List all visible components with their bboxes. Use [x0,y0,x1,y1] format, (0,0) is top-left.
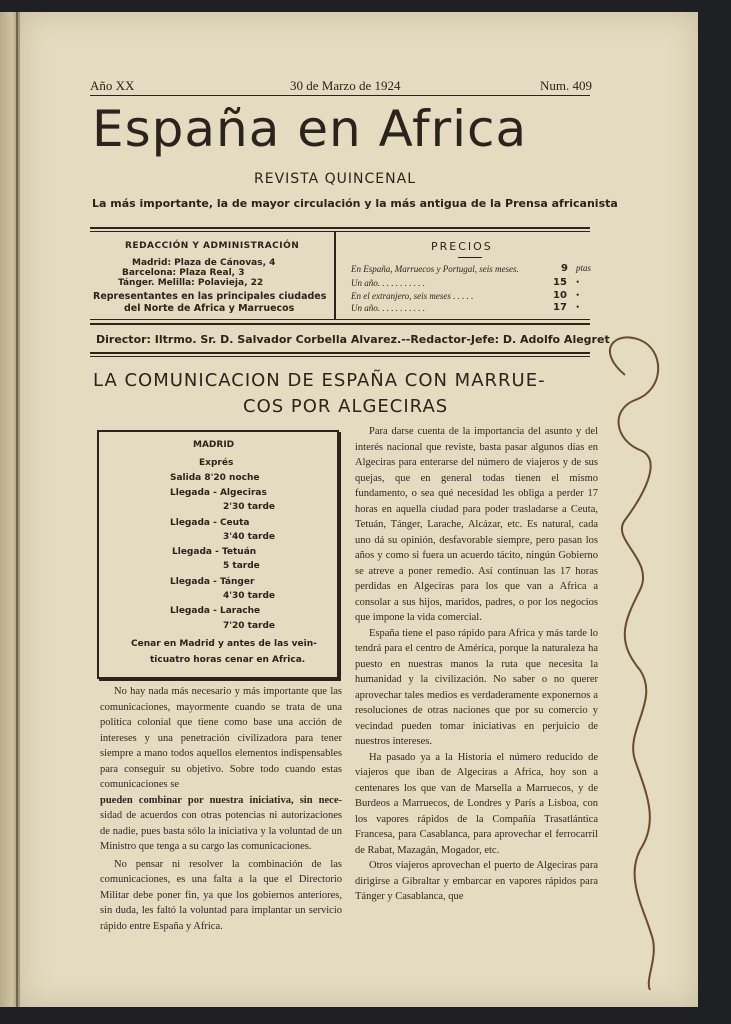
issue-date: 30 de Marzo de 1924 [290,78,401,93]
right-paragraph-3: Ha pasado ya a la Historia el número reducido de viajeros que iban de Algeciras a Africa, hoy son a centenares los que van de Marsella a Marruecos, y de Burdeos a Marruecos, de Londres y París a Lisboa, con los vapores rápidos de la Compañía Trasatlántica Francesa, para Casablanca, para aprovechar el ferrocarril de Rabat, Mazagán, Mogador, etc. [355,751,598,856]
issue-year: Año XX [90,78,135,93]
schedule-line: 2'30 tarde [223,502,276,512]
schedule-line: 5 tarde [223,561,260,571]
schedule-line: Exprés [199,458,234,468]
left-paragraph-1: No hay nada más necesario y más importante que las comunicaciones, mayormente cuando se trata de una política colonial que tiene como base una acción de intereses y una penetración civilizadora para tener siempre a mano todos aquellos elementos indispensables para conseguir su objetivo. Sobre todo cuando estas comunicaciones se [100,686,342,790]
left-column-text [100,684,342,934]
schedule-line: ticuatro horas cenar en Africa. [150,655,306,665]
admin-tanger: Tánger. Melilla: Polavieja, 22 [118,278,264,288]
prices-heading: PRECIOS [431,240,493,253]
admin-reps-line1: Representantes en las principales ciudades [93,291,327,302]
right-paragraph-2: España tiene el paso rápido para Africa y más tarde lo tendrá para el centro de América, porque la naturaleza ha puesto en nuestras manos la ruta que necesita la humanidad y la civilización. No saber o no querer aprovechar tales medios es verdaderamente exponernos a resoluciones de otras naciones que por su comercio y vecindad pueden tomar iniciativas en perjuicio de nuestros intereses. [355,627,598,747]
admin-reps-line2: del Norte de Africa y Marruecos [124,303,295,314]
schedule-line: Llegada - Algeciras [170,488,267,498]
schedule-line: Salida 8'20 noche [170,473,260,483]
header-column-divider [334,231,336,319]
price-row-amount: 9 [561,263,568,274]
schedule-line: 7'20 tarde [223,621,276,631]
left-paragraph-1b: sidad de acuerdos con otras potencias ni autorizaciones de nadie, pues basta sólo la iniciativa y la voluntad de un Ministro que tenga a su cargo las comunicaciones. [100,810,342,852]
schedule-line: Llegada - Tetuán [172,547,257,557]
prices-underline [458,257,482,258]
header-rule-bottom [90,319,590,320]
right-paragraph-4: Otros viajeros aprovechan el puerto de Algeciras para dirigirse a Gibraltar y embarcar en vapores rápidos para Tánger y Casablanca, que [355,860,598,902]
price-row-unit: • [576,302,580,312]
price-row-amount: 10 [553,290,567,301]
schedule-line: Llegada - Larache [170,606,261,616]
issue-number: Num. 409 [540,78,592,93]
price-row-unit: • [576,290,580,300]
director-line: Director: Iltrmo. Sr. D. Salvador Corbella Alvarez.--Redactor-Jefe: D. Adolfo Alegret [96,333,610,346]
schedule-line: MADRID [193,440,235,450]
newspaper-tagline: La más importante, la de mayor circulación y la más antigua de la Prensa africanista [92,197,618,210]
price-row-label: Un año. . . . . . . . . . . [351,303,425,313]
article-headline-line2: COS POR ALGECIRAS [243,396,449,417]
bookmark-string-path [610,337,658,990]
price-row-label: Un año. . . . . . . . . . . [351,278,425,288]
schedule-line: 3'40 tarde [223,532,276,542]
price-row-amount: 15 [553,277,567,288]
price-row-label: En España, Marruecos y Portugal, seis meses. [351,264,519,274]
header-rule-top [90,227,590,229]
article-headline-line1: LA COMUNICACION DE ESPAÑA CON MARRUE- [93,370,546,391]
price-row-amount: 17 [553,302,567,313]
masthead-top-rule [90,95,590,96]
admin-barcelona: Barcelona: Plaza Real, 3 [122,268,245,278]
right-paragraph-1: Para darse cuenta de la importancia del asunto y del interés nacional que reviste, basta pasar algunos días en Algeciras para enterarse del número de viajeros y de sus quejas, que en general todas tienen el mismo fundamento, o sea qué necesidad les obliga a perder 17 horas en aquella ciudad para poder trasladarse a Ceuta, Tetuán, Tánger, Larache, Alcázar, etc. Es natural, cada uno dá su opinión, desfavorable siempre, pero pasan los años y como si fuera un acuerdo tácito, ningún Gobierno se atreve a poner remedio. Así continuan las 17 horas perdidas en Algeciras para los que van a Africa a consolar a sus hijos, maridos, padres, o por los negocios que impone la vida comercial. [355,426,598,623]
bookmark-string [595,330,670,990]
director-rule-thin [90,356,590,357]
price-row-label: En el extranjero, seis meses . . . . . [351,291,474,301]
schedule-line: 4'30 tarde [223,591,276,601]
admin-madrid: Madrid: Plaza de Cánovas, 4 [132,258,276,268]
admin-heading: REDACCIÓN Y ADMINISTRACIÓN [125,241,300,251]
right-column-text [355,424,598,905]
schedule-line: Llegada - Tánger [170,577,255,587]
header-rule-bottom-thick [90,323,590,325]
header-rule-top-thin [90,231,590,232]
newspaper-title: España en Africa [92,100,528,158]
left-bold-line: pueden combinar por nuestra iniciativa, sin nece- [100,794,342,806]
schedule-line: Llegada - Ceuta [170,518,250,528]
newspaper-subtitle: REVISTA QUINCENAL [254,171,416,187]
spine-edge [16,12,18,1007]
price-row-unit: • [576,277,580,287]
schedule-line: Cenar en Madrid y antes de las vein- [131,639,317,649]
director-rule [90,352,590,354]
left-paragraph-2: No pensar ni resolver la combinación de las comunicaciones, es una falta a la que el Directorio Militar debe poner fin, ya que los gobiernos anteriores, sin duda, les faltó la voluntad para implantar un servicio rápido entre España y Africa. [100,858,342,932]
price-row-unit: ptas [576,263,592,273]
